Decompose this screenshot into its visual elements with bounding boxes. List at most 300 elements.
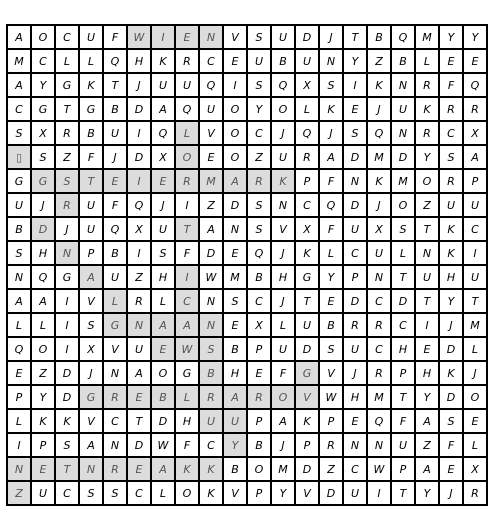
grid-cell[interactable]: M: [224, 266, 248, 290]
grid-cell[interactable]: U: [8, 194, 32, 218]
grid-cell[interactable]: G: [104, 314, 128, 338]
grid-cell[interactable]: X: [32, 122, 56, 146]
grid-cell[interactable]: A: [8, 26, 32, 50]
grid-cell[interactable]: V: [296, 482, 320, 506]
grid-cell[interactable]: J: [368, 98, 392, 122]
grid-cell[interactable]: U: [296, 50, 320, 74]
grid-cell[interactable]: H: [176, 410, 200, 434]
grid-cell[interactable]: I: [176, 194, 200, 218]
grid-cell[interactable]: V: [320, 362, 344, 386]
grid-cell[interactable]: V: [104, 338, 128, 362]
grid-cell[interactable]: A: [32, 290, 56, 314]
grid-cell[interactable]: L: [320, 242, 344, 266]
grid-cell[interactable]: E: [152, 170, 176, 194]
grid-cell[interactable]: T: [176, 218, 200, 242]
grid-cell[interactable]: J: [56, 218, 80, 242]
grid-cell[interactable]: K: [320, 98, 344, 122]
grid-cell[interactable]: U: [272, 146, 296, 170]
grid-cell[interactable]: S: [440, 146, 464, 170]
grid-cell[interactable]: T: [296, 290, 320, 314]
grid-cell[interactable]: X: [128, 218, 152, 242]
grid-cell[interactable]: C: [464, 218, 488, 242]
grid-cell[interactable]: N: [344, 434, 368, 458]
grid-cell[interactable]: L: [464, 434, 488, 458]
grid-cell[interactable]: O: [416, 170, 440, 194]
grid-cell[interactable]: Y: [224, 434, 248, 458]
grid-cell[interactable]: I: [56, 290, 80, 314]
grid-cell[interactable]: P: [296, 170, 320, 194]
grid-cell[interactable]: L: [272, 314, 296, 338]
grid-cell[interactable]: G: [80, 98, 104, 122]
grid-cell[interactable]: B: [8, 218, 32, 242]
grid-cell[interactable]: Y: [32, 386, 56, 410]
grid-cell[interactable]: I: [176, 266, 200, 290]
grid-cell[interactable]: F: [176, 434, 200, 458]
grid-cell[interactable]: B: [392, 50, 416, 74]
grid-cell[interactable]: I: [224, 74, 248, 98]
grid-cell[interactable]: C: [200, 50, 224, 74]
grid-cell[interactable]: A: [152, 458, 176, 482]
grid-cell[interactable]: Q: [464, 74, 488, 98]
grid-cell[interactable]: O: [176, 482, 200, 506]
grid-cell[interactable]: P: [8, 386, 32, 410]
grid-cell[interactable]: T: [56, 98, 80, 122]
grid-cell[interactable]: V: [200, 122, 224, 146]
grid-cell[interactable]: E: [248, 362, 272, 386]
grid-cell[interactable]: R: [104, 386, 128, 410]
grid-cell[interactable]: Y: [416, 146, 440, 170]
grid-cell[interactable]: N: [368, 266, 392, 290]
grid-cell[interactable]: W: [176, 338, 200, 362]
grid-cell[interactable]: B: [248, 434, 272, 458]
grid-cell[interactable]: F: [80, 146, 104, 170]
grid-cell[interactable]: G: [176, 362, 200, 386]
grid-cell[interactable]: C: [344, 242, 368, 266]
grid-cell[interactable]: F: [392, 410, 416, 434]
grid-cell[interactable]: C: [440, 122, 464, 146]
grid-cell[interactable]: P: [392, 458, 416, 482]
grid-cell[interactable]: D: [440, 386, 464, 410]
grid-cell[interactable]: B: [104, 98, 128, 122]
grid-cell[interactable]: C: [344, 458, 368, 482]
grid-cell[interactable]: J: [272, 242, 296, 266]
grid-cell[interactable]: Y: [440, 26, 464, 50]
grid-cell[interactable]: V: [296, 386, 320, 410]
grid-cell[interactable]: S: [440, 410, 464, 434]
grid-cell[interactable]: H: [224, 362, 248, 386]
grid-cell[interactable]: G: [56, 74, 80, 98]
grid-cell[interactable]: D: [128, 98, 152, 122]
grid-cell[interactable]: I: [416, 314, 440, 338]
grid-cell[interactable]: Q: [152, 122, 176, 146]
grid-cell[interactable]: E: [104, 170, 128, 194]
grid-cell[interactable]: N: [80, 458, 104, 482]
grid-cell[interactable]: E: [8, 362, 32, 386]
grid-cell[interactable]: A: [152, 98, 176, 122]
grid-cell[interactable]: F: [104, 26, 128, 50]
grid-cell[interactable]: J: [440, 482, 464, 506]
grid-cell[interactable]: R: [320, 434, 344, 458]
grid-cell[interactable]: B: [272, 50, 296, 74]
grid-cell[interactable]: K: [296, 242, 320, 266]
grid-cell[interactable]: X: [296, 218, 320, 242]
grid-cell[interactable]: M: [272, 458, 296, 482]
grid-cell[interactable]: E: [320, 290, 344, 314]
grid-cell[interactable]: S: [392, 218, 416, 242]
grid-cell[interactable]: X: [464, 122, 488, 146]
grid-cell[interactable]: ▯: [8, 146, 32, 170]
grid-cell[interactable]: S: [320, 74, 344, 98]
grid-cell[interactable]: H: [152, 266, 176, 290]
grid-cell[interactable]: R: [368, 362, 392, 386]
grid-cell[interactable]: E: [224, 50, 248, 74]
grid-cell[interactable]: B: [320, 314, 344, 338]
grid-cell[interactable]: H: [416, 362, 440, 386]
grid-cell[interactable]: D: [320, 482, 344, 506]
grid-cell[interactable]: T: [392, 386, 416, 410]
grid-cell[interactable]: B: [104, 242, 128, 266]
grid-cell[interactable]: L: [464, 338, 488, 362]
grid-cell[interactable]: G: [32, 170, 56, 194]
grid-cell[interactable]: N: [104, 434, 128, 458]
grid-cell[interactable]: G: [80, 386, 104, 410]
grid-cell[interactable]: Y: [416, 482, 440, 506]
grid-cell[interactable]: S: [248, 26, 272, 50]
grid-cell[interactable]: O: [272, 98, 296, 122]
grid-cell[interactable]: U: [272, 26, 296, 50]
grid-cell[interactable]: K: [272, 170, 296, 194]
grid-cell[interactable]: G: [296, 362, 320, 386]
grid-cell[interactable]: A: [80, 434, 104, 458]
grid-cell[interactable]: P: [392, 362, 416, 386]
grid-cell[interactable]: B: [200, 362, 224, 386]
grid-cell[interactable]: P: [320, 410, 344, 434]
grid-cell[interactable]: F: [440, 434, 464, 458]
grid-cell[interactable]: H: [392, 338, 416, 362]
grid-cell[interactable]: D: [224, 194, 248, 218]
grid-cell[interactable]: R: [296, 146, 320, 170]
grid-cell[interactable]: N: [128, 314, 152, 338]
grid-cell[interactable]: T: [416, 290, 440, 314]
grid-cell[interactable]: Y: [248, 98, 272, 122]
grid-cell[interactable]: D: [440, 338, 464, 362]
grid-cell[interactable]: L: [8, 410, 32, 434]
grid-cell[interactable]: G: [56, 266, 80, 290]
grid-cell[interactable]: Y: [344, 50, 368, 74]
grid-cell[interactable]: T: [416, 218, 440, 242]
grid-cell[interactable]: O: [176, 146, 200, 170]
grid-cell[interactable]: L: [8, 314, 32, 338]
grid-cell[interactable]: J: [344, 362, 368, 386]
grid-cell[interactable]: E: [464, 410, 488, 434]
grid-cell[interactable]: O: [32, 338, 56, 362]
grid-cell[interactable]: E: [152, 338, 176, 362]
grid-cell[interactable]: E: [32, 458, 56, 482]
grid-cell[interactable]: R: [176, 50, 200, 74]
grid-cell[interactable]: O: [464, 386, 488, 410]
grid-cell[interactable]: S: [344, 122, 368, 146]
grid-cell[interactable]: S: [80, 314, 104, 338]
grid-cell[interactable]: O: [248, 458, 272, 482]
grid-cell[interactable]: T: [392, 266, 416, 290]
grid-cell[interactable]: K: [80, 74, 104, 98]
grid-cell[interactable]: D: [56, 362, 80, 386]
grid-cell[interactable]: S: [56, 170, 80, 194]
grid-cell[interactable]: Q: [368, 410, 392, 434]
grid-cell[interactable]: P: [248, 410, 272, 434]
grid-cell[interactable]: S: [152, 242, 176, 266]
grid-cell[interactable]: Q: [176, 98, 200, 122]
grid-cell[interactable]: S: [248, 194, 272, 218]
grid-cell[interactable]: D: [128, 434, 152, 458]
grid-cell[interactable]: Q: [296, 122, 320, 146]
grid-cell[interactable]: O: [272, 386, 296, 410]
grid-cell[interactable]: D: [344, 194, 368, 218]
grid-cell[interactable]: L: [152, 482, 176, 506]
grid-cell[interactable]: C: [296, 194, 320, 218]
grid-cell[interactable]: J: [272, 122, 296, 146]
grid-cell[interactable]: L: [176, 122, 200, 146]
grid-cell[interactable]: A: [320, 146, 344, 170]
grid-cell[interactable]: W: [128, 26, 152, 50]
grid-cell[interactable]: T: [80, 170, 104, 194]
grid-cell[interactable]: N: [200, 314, 224, 338]
grid-cell[interactable]: S: [8, 122, 32, 146]
grid-cell[interactable]: Z: [200, 194, 224, 218]
grid-cell[interactable]: R: [200, 386, 224, 410]
grid-cell[interactable]: T: [392, 482, 416, 506]
grid-cell[interactable]: U: [176, 74, 200, 98]
grid-cell[interactable]: D: [296, 458, 320, 482]
grid-cell[interactable]: I: [344, 74, 368, 98]
grid-cell[interactable]: I: [56, 338, 80, 362]
grid-cell[interactable]: W: [368, 458, 392, 482]
grid-cell[interactable]: N: [8, 458, 32, 482]
grid-cell[interactable]: U: [392, 98, 416, 122]
grid-cell[interactable]: O: [224, 146, 248, 170]
grid-cell[interactable]: T: [56, 458, 80, 482]
grid-cell[interactable]: L: [296, 98, 320, 122]
grid-cell[interactable]: D: [344, 290, 368, 314]
grid-cell[interactable]: K: [440, 218, 464, 242]
grid-cell[interactable]: S: [200, 338, 224, 362]
grid-cell[interactable]: Q: [128, 194, 152, 218]
grid-cell[interactable]: K: [56, 410, 80, 434]
grid-cell[interactable]: G: [296, 266, 320, 290]
grid-cell[interactable]: L: [104, 290, 128, 314]
grid-cell[interactable]: D: [344, 146, 368, 170]
grid-cell[interactable]: Q: [104, 50, 128, 74]
grid-cell[interactable]: U: [440, 194, 464, 218]
grid-cell[interactable]: J: [440, 314, 464, 338]
grid-cell[interactable]: V: [80, 410, 104, 434]
grid-cell[interactable]: D: [128, 146, 152, 170]
grid-cell[interactable]: J: [152, 194, 176, 218]
grid-cell[interactable]: O: [392, 194, 416, 218]
grid-cell[interactable]: X: [368, 218, 392, 242]
grid-cell[interactable]: R: [440, 98, 464, 122]
grid-cell[interactable]: R: [56, 122, 80, 146]
grid-cell[interactable]: A: [416, 410, 440, 434]
grid-cell[interactable]: N: [104, 362, 128, 386]
grid-cell[interactable]: N: [392, 122, 416, 146]
grid-cell[interactable]: B: [368, 26, 392, 50]
grid-cell[interactable]: U: [152, 74, 176, 98]
grid-cell[interactable]: R: [128, 290, 152, 314]
grid-cell[interactable]: E: [344, 410, 368, 434]
grid-cell[interactable]: F: [176, 242, 200, 266]
grid-cell[interactable]: Q: [320, 194, 344, 218]
grid-cell[interactable]: D: [392, 290, 416, 314]
grid-cell[interactable]: R: [104, 458, 128, 482]
grid-cell[interactable]: W: [152, 434, 176, 458]
grid-cell[interactable]: R: [344, 314, 368, 338]
grid-cell[interactable]: R: [440, 170, 464, 194]
grid-cell[interactable]: F: [104, 194, 128, 218]
grid-cell[interactable]: E: [224, 314, 248, 338]
grid-cell[interactable]: I: [464, 242, 488, 266]
grid-cell[interactable]: R: [464, 98, 488, 122]
grid-cell[interactable]: L: [56, 50, 80, 74]
grid-cell[interactable]: U: [344, 482, 368, 506]
grid-cell[interactable]: A: [224, 386, 248, 410]
grid-cell[interactable]: L: [152, 290, 176, 314]
grid-cell[interactable]: K: [440, 242, 464, 266]
grid-cell[interactable]: K: [200, 482, 224, 506]
grid-cell[interactable]: A: [8, 290, 32, 314]
grid-cell[interactable]: D: [56, 386, 80, 410]
grid-cell[interactable]: U: [344, 338, 368, 362]
grid-cell[interactable]: U: [272, 338, 296, 362]
grid-cell[interactable]: F: [320, 170, 344, 194]
grid-cell[interactable]: O: [32, 26, 56, 50]
grid-cell[interactable]: P: [248, 482, 272, 506]
grid-cell[interactable]: I: [128, 122, 152, 146]
grid-cell[interactable]: X: [152, 146, 176, 170]
grid-cell[interactable]: C: [368, 290, 392, 314]
grid-cell[interactable]: Z: [56, 146, 80, 170]
grid-cell[interactable]: T: [128, 410, 152, 434]
grid-cell[interactable]: U: [80, 26, 104, 50]
grid-cell[interactable]: E: [224, 242, 248, 266]
grid-cell[interactable]: A: [176, 314, 200, 338]
grid-cell[interactable]: I: [128, 170, 152, 194]
grid-cell[interactable]: U: [392, 434, 416, 458]
grid-cell[interactable]: L: [80, 50, 104, 74]
grid-cell[interactable]: U: [200, 98, 224, 122]
grid-cell[interactable]: J: [32, 194, 56, 218]
grid-cell[interactable]: P: [32, 434, 56, 458]
grid-cell[interactable]: E: [416, 338, 440, 362]
grid-cell[interactable]: X: [296, 74, 320, 98]
grid-cell[interactable]: P: [248, 338, 272, 362]
grid-cell[interactable]: U: [296, 314, 320, 338]
grid-cell[interactable]: L: [32, 314, 56, 338]
grid-cell[interactable]: P: [80, 242, 104, 266]
grid-cell[interactable]: B: [224, 338, 248, 362]
grid-cell[interactable]: C: [32, 50, 56, 74]
grid-cell[interactable]: J: [464, 362, 488, 386]
grid-cell[interactable]: Q: [392, 26, 416, 50]
grid-cell[interactable]: J: [272, 290, 296, 314]
grid-cell[interactable]: I: [368, 482, 392, 506]
grid-cell[interactable]: U: [464, 266, 488, 290]
grid-cell[interactable]: C: [176, 290, 200, 314]
grid-cell[interactable]: V: [272, 218, 296, 242]
grid-cell[interactable]: U: [128, 338, 152, 362]
grid-cell[interactable]: U: [344, 218, 368, 242]
grid-cell[interactable]: X: [464, 458, 488, 482]
grid-cell[interactable]: Y: [32, 74, 56, 98]
grid-cell[interactable]: U: [80, 194, 104, 218]
grid-cell[interactable]: N: [8, 266, 32, 290]
grid-cell[interactable]: U: [224, 410, 248, 434]
grid-cell[interactable]: N: [344, 170, 368, 194]
grid-cell[interactable]: M: [200, 170, 224, 194]
grid-cell[interactable]: N: [272, 194, 296, 218]
grid-cell[interactable]: S: [56, 434, 80, 458]
grid-cell[interactable]: N: [224, 218, 248, 242]
grid-cell[interactable]: P: [464, 170, 488, 194]
grid-cell[interactable]: A: [80, 266, 104, 290]
grid-cell[interactable]: O: [224, 98, 248, 122]
grid-cell[interactable]: D: [296, 338, 320, 362]
grid-cell[interactable]: W: [200, 266, 224, 290]
grid-cell[interactable]: L: [416, 50, 440, 74]
grid-cell[interactable]: C: [248, 290, 272, 314]
grid-cell[interactable]: A: [200, 218, 224, 242]
grid-cell[interactable]: L: [176, 386, 200, 410]
grid-cell[interactable]: C: [56, 26, 80, 50]
grid-cell[interactable]: Z: [416, 194, 440, 218]
grid-cell[interactable]: E: [200, 146, 224, 170]
grid-cell[interactable]: E: [128, 458, 152, 482]
grid-cell[interactable]: E: [440, 458, 464, 482]
grid-cell[interactable]: U: [368, 242, 392, 266]
grid-cell[interactable]: A: [464, 146, 488, 170]
grid-cell[interactable]: J: [368, 194, 392, 218]
grid-cell[interactable]: C: [128, 482, 152, 506]
grid-cell[interactable]: V: [224, 482, 248, 506]
grid-cell[interactable]: A: [224, 170, 248, 194]
grid-cell[interactable]: H: [272, 266, 296, 290]
grid-cell[interactable]: K: [200, 458, 224, 482]
grid-cell[interactable]: U: [248, 50, 272, 74]
grid-cell[interactable]: M: [464, 314, 488, 338]
grid-cell[interactable]: Z: [128, 266, 152, 290]
grid-cell[interactable]: N: [416, 242, 440, 266]
grid-cell[interactable]: N: [56, 242, 80, 266]
grid-cell[interactable]: N: [200, 290, 224, 314]
grid-cell[interactable]: A: [416, 458, 440, 482]
grid-cell[interactable]: M: [416, 26, 440, 50]
grid-cell[interactable]: N: [368, 434, 392, 458]
grid-cell[interactable]: M: [392, 170, 416, 194]
grid-cell[interactable]: R: [464, 482, 488, 506]
grid-cell[interactable]: R: [416, 122, 440, 146]
grid-cell[interactable]: V: [80, 290, 104, 314]
grid-cell[interactable]: K: [296, 410, 320, 434]
grid-cell[interactable]: B: [248, 266, 272, 290]
grid-cell[interactable]: M: [8, 50, 32, 74]
grid-cell[interactable]: E: [128, 386, 152, 410]
grid-cell[interactable]: A: [272, 410, 296, 434]
grid-cell[interactable]: N: [200, 26, 224, 50]
grid-cell[interactable]: J: [320, 26, 344, 50]
grid-cell[interactable]: Q: [248, 242, 272, 266]
grid-cell[interactable]: E: [344, 98, 368, 122]
grid-cell[interactable]: Q: [368, 122, 392, 146]
